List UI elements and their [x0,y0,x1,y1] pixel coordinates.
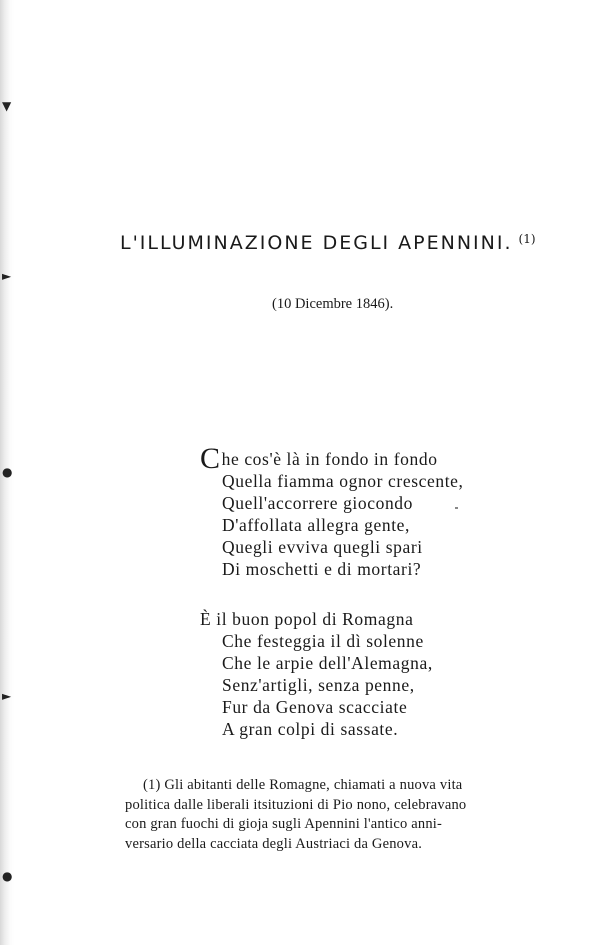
footnote-line: versario della cacciata degli Austriaci da Genova. [125,835,423,852]
verse-line: Fur da Genova scacciate [222,697,408,717]
footnote-line: politica dalle liberali itsituzioni di Pio nono, celebravano [125,796,467,813]
scan-mark: ► [2,689,12,703]
verse-line: È il buon popol di Romagna [200,609,414,629]
verse-line: Che festeggia il dì solenne [222,631,424,651]
stanza-2 [200,608,433,740]
drop-cap: C [200,442,221,475]
scan-mark: ● [2,465,13,479]
stanza-1 [200,442,464,580]
poem-title-text: L'ILLUMINAZIONE DEGLI APENNINI. [120,232,513,254]
scan-mark: ▼ [2,99,12,113]
verse-line: D'affollata allegra gente, [222,515,410,535]
poem-date: (10 Dicembre 1846). [272,296,394,312]
title-footnote-ref: (1) [518,232,536,246]
scan-mark: ● [2,869,13,883]
verse-line: Senz'artigli, senza penne, [222,675,415,695]
poem-title [120,232,590,254]
scan-mark: ► [2,269,12,283]
verse-line: Quell'accorrere giocondo [222,493,414,513]
footnote-line: (1) Gli abitanti delle Romagne, chiamati a nuova vita [143,777,463,793]
verse-line: Che le arpie dell'Alemagna, [222,653,433,673]
verse-line [200,442,464,475]
scan-speck [455,507,458,509]
verse-line: Quella fiamma ognor crescente, [222,471,464,491]
verse-line: A gran colpi di sassate. [222,719,399,739]
verse-text: he cos'è là in fondo in fondo [221,449,438,469]
footnote-line: con gran fuochi di gioja sugli Apennini l'antico anni- [125,816,443,832]
verse-line: Di moschetti e di mortari? [222,559,422,579]
verse-line: Quegli evviva quegli spari [222,537,423,557]
footnote [125,776,597,854]
